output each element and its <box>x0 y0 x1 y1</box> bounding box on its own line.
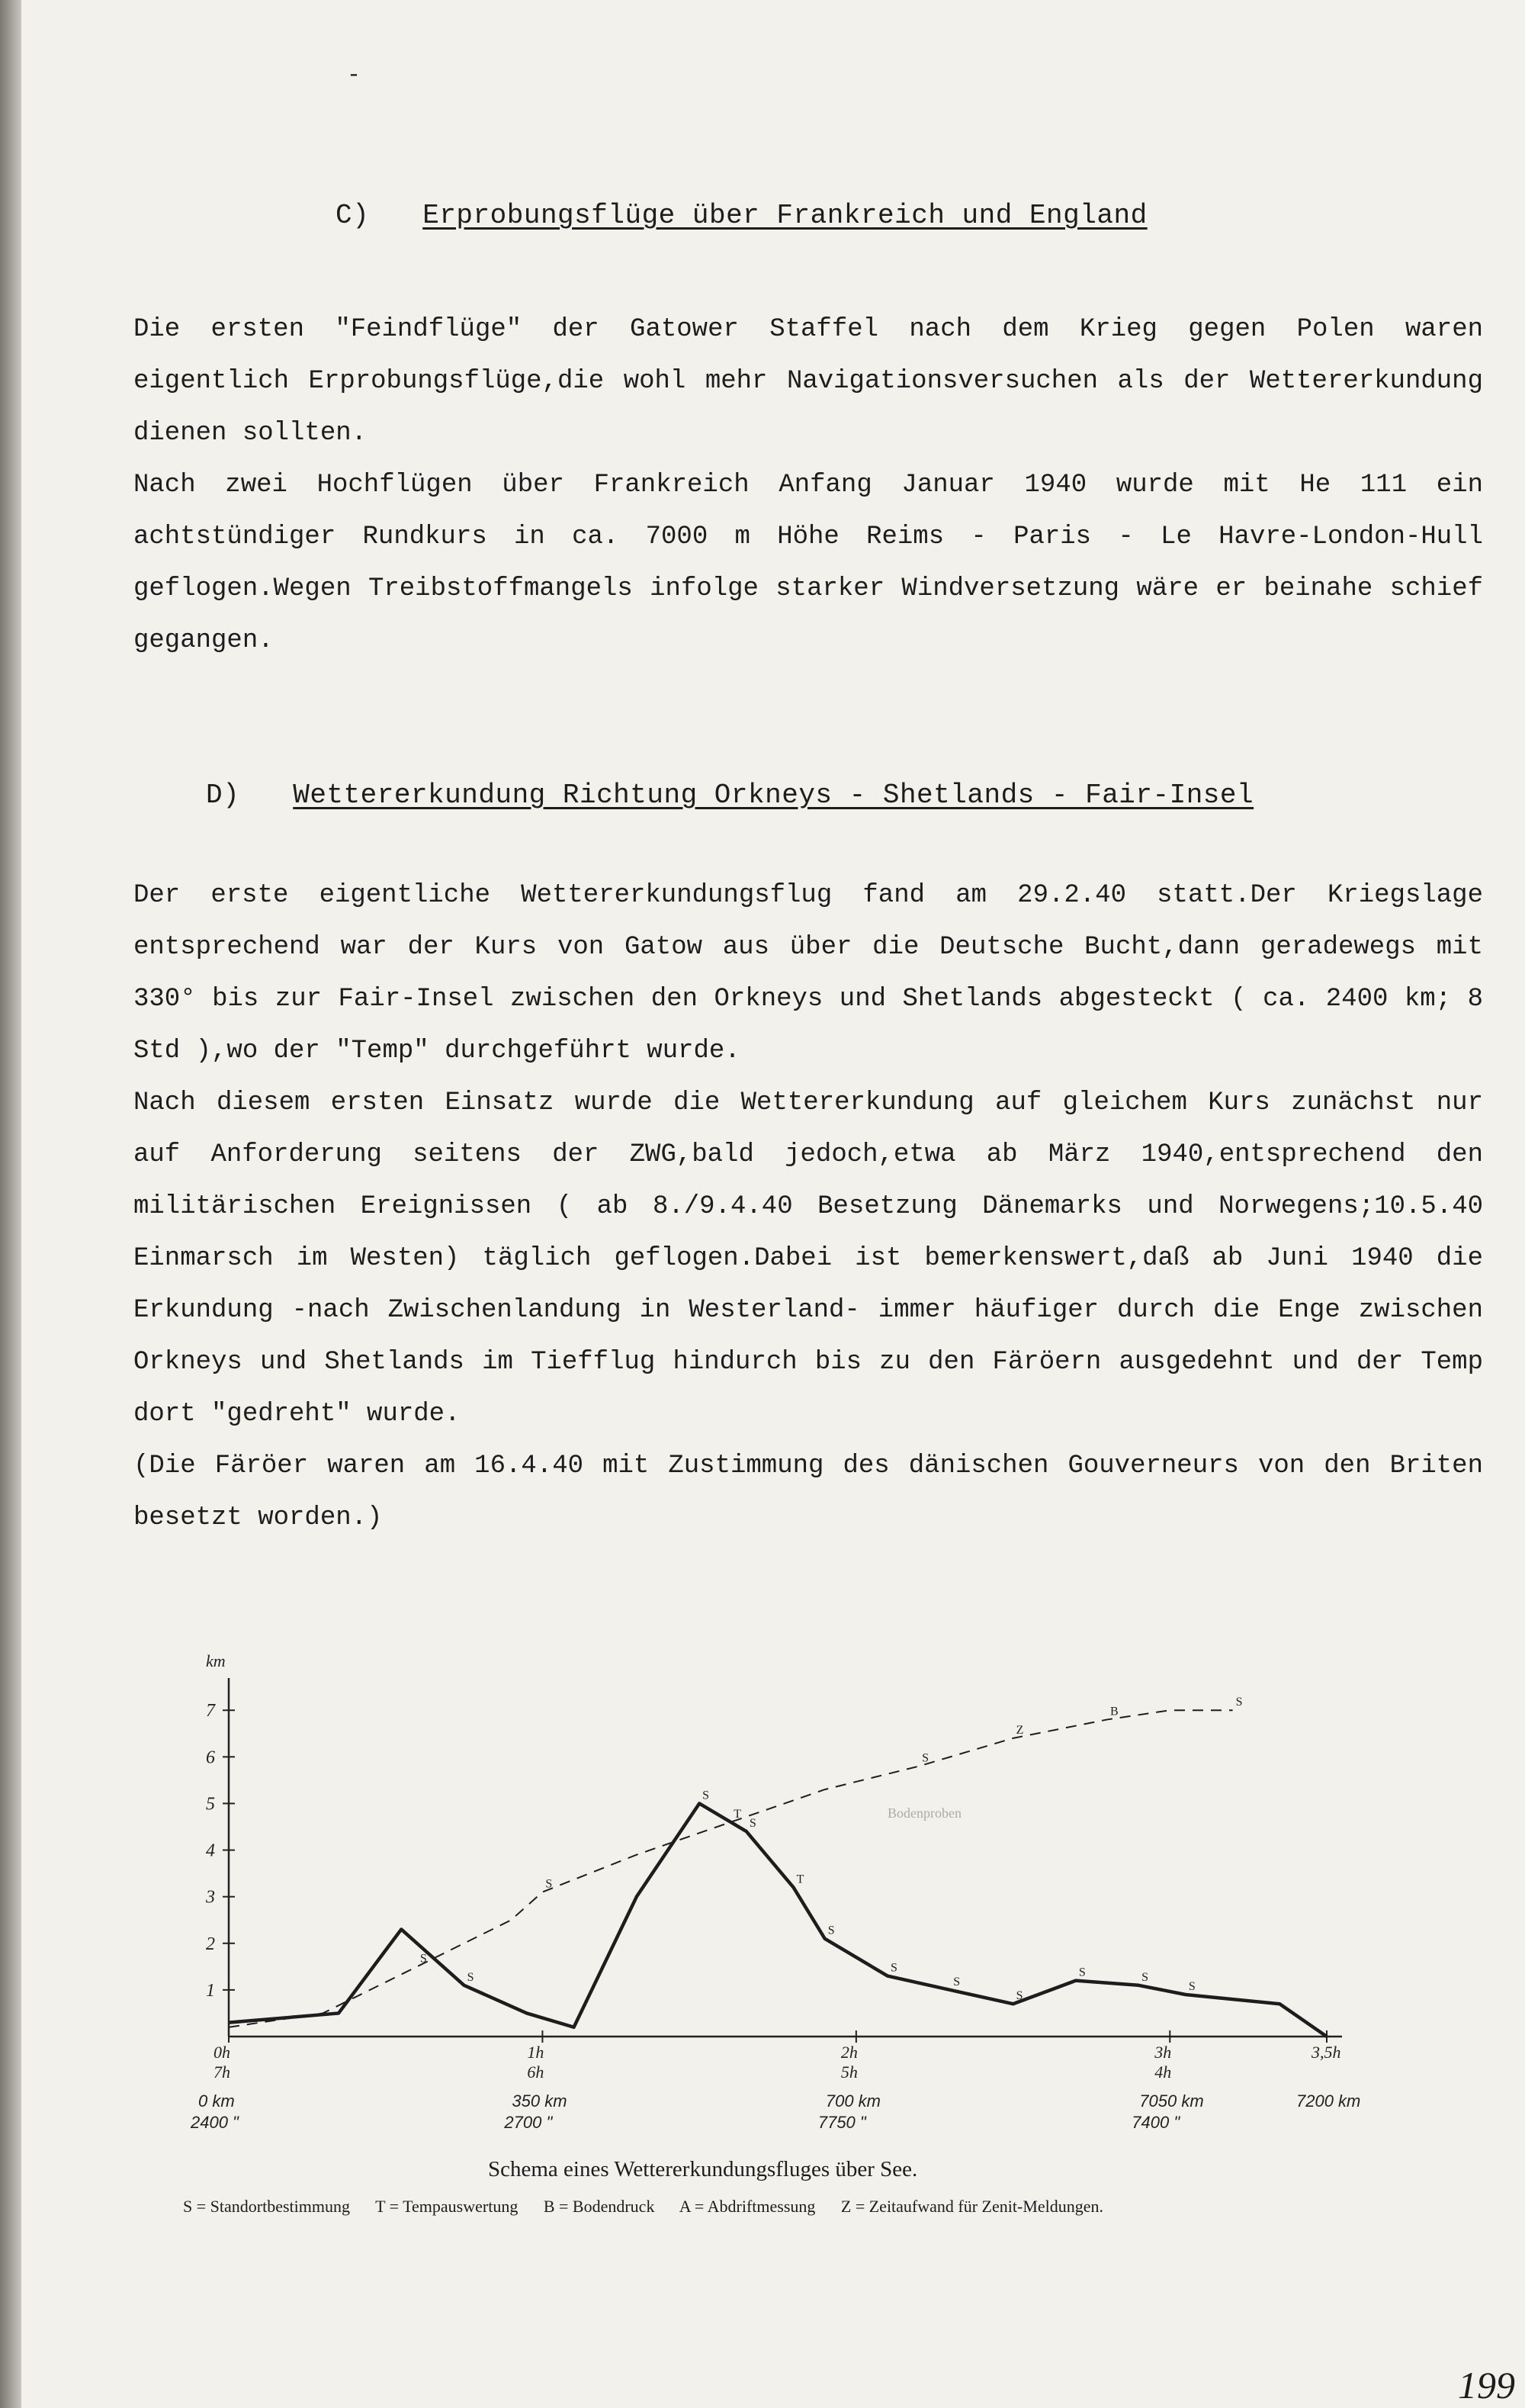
section-c-paragraph-2: Nach zwei Hochflügen über Frankreich Anfang Januar 1940 wurde mit He 111 ein achtstündiger Rundkurs in ca. 7000 m Höhe Reims - Paris - Le Havre-London-Hull geflogen.Wegen Treibstoffmangels infolge starker Windversetzung wäre er beinahe schief gegangen. <box>133 471 1483 655</box>
section-d-heading <box>206 780 1254 811</box>
y-tick-label: 3 <box>206 1887 215 1908</box>
flight-profile-chart <box>175 1625 1365 2136</box>
book-binding <box>0 0 21 2408</box>
series-marker: S <box>1078 1966 1086 1979</box>
x-tick-time-top: 2h <box>840 2043 858 2062</box>
chart-legend <box>183 2197 1125 2217</box>
section-c-letter: C) <box>336 200 370 231</box>
x-tick-time-top: 3,5h <box>1312 2043 1341 2062</box>
y-axis-label: km <box>206 1651 226 1670</box>
page-number: 199 <box>1458 2364 1515 2406</box>
series-marker: S <box>1188 1980 1196 1993</box>
top-mark: - <box>347 63 361 88</box>
section-c-heading <box>336 200 1148 231</box>
x-tick-dist-top: 700 km <box>825 2091 881 2111</box>
series-marker: S <box>1016 1989 1023 2003</box>
series-marker: S <box>749 1817 756 1831</box>
series-marker: T <box>796 1873 804 1886</box>
section-c-paragraph-1: Die ersten "Feindflüge" der Gatower Staffel nach dem Krieg gegen Polen waren eigentlich Erprobungsflüge,die wohl mehr Navigationsversuchen als der Wettererkundung dienen sollten. <box>133 315 1483 448</box>
series-marker: S <box>953 1975 961 1988</box>
section-d-paragraph-1: Der erste eigentliche Wettererkundungsflug fand am 29.2.40 statt.Der Kriegslage entsprechend war der Kurs von Gatow aus über die Deutsche Bucht,dann geradewegs mit 330° bis zur Fair-Insel zwischen den Orkneys und Shetlands abgesteckt ( ca. 2400 km; 8 Std ),wo der "Temp" durchgeführt wurde. <box>133 881 1483 1066</box>
section-c-title: Erprobungsflüge über Frankreich und England <box>422 200 1148 231</box>
x-tick-time-top: 3h <box>1154 2043 1172 2062</box>
section-c-body <box>133 304 1483 667</box>
chart-caption: Schema eines Wettererkundungsfluges über See. <box>488 2157 918 2181</box>
series-marker: S <box>702 1789 710 1802</box>
x-tick-time-bottom: 5h <box>840 2062 858 2082</box>
legend-item-z: Z = Zeitaufwand für Zenit-Meldungen. <box>840 2197 1104 2216</box>
series-line-2 <box>229 1803 1327 2037</box>
x-tick-dist-bottom: 7750 " <box>817 2113 866 2132</box>
x-tick-dist-bottom: 2700 " <box>504 2113 553 2132</box>
series-marker: S <box>891 1961 897 1975</box>
y-tick-label: 6 <box>206 1747 215 1768</box>
series-marker: S <box>827 1924 835 1937</box>
y-tick-label: 5 <box>206 1794 215 1815</box>
legend-item-a: A = Abdriftmessung <box>679 2197 816 2216</box>
section-d-letter: D) <box>206 780 240 811</box>
x-tick-time-bottom: 6h <box>527 2062 544 2082</box>
series-marker: S <box>419 1952 427 1966</box>
x-tick-time-top: 1h <box>527 2043 544 2062</box>
x-tick-dist-bottom: 7400 " <box>1132 2113 1180 2132</box>
series-marker: S <box>1141 1970 1149 1984</box>
x-tick-time-bottom: 7h <box>214 2062 230 2082</box>
y-tick-label: 2 <box>206 1934 215 1954</box>
y-tick-label: 1 <box>206 1980 215 2001</box>
section-d-paragraph-3: (Die Färöer waren am 16.4.40 mit Zustimmung des dänischen Gouverneurs von den Briten besetzt worden.) <box>133 1452 1483 1532</box>
flight-profile-svg <box>175 1625 1365 2136</box>
legend-item-t: T = Tempauswertung <box>375 2197 518 2216</box>
series-marker: S <box>922 1751 929 1765</box>
legend-item-b: B = Bodendruck <box>543 2197 655 2216</box>
x-tick-dist-top: 7200 km <box>1296 2091 1361 2111</box>
x-tick-dist-top: 7050 km <box>1139 2091 1204 2111</box>
series-marker: S <box>545 1877 553 1891</box>
x-tick-time-bottom: 4h <box>1154 2062 1172 2082</box>
section-d-body <box>133 870 1483 1544</box>
section-d-title: Wettererkundung Richtung Orkneys - Shetlands - Fair-Insel <box>293 780 1254 811</box>
series-marker: Z <box>1016 1723 1024 1737</box>
y-tick-label: 4 <box>206 1841 215 1861</box>
section-d-paragraph-2: Nach diesem ersten Einsatz wurde die Wettererkundung auf gleichem Kurs zunächst nur auf Anforderung seitens der ZWG,bald jedoch,etwa ab März 1940,entsprechend den militärischen Ereignissen ( ab 8./9.4.40 Besetzung Dänemarks und Norwegens;10.5.40 Einmarsch im Westen) täglich geflogen.Dabei ist bemerkenswert,daß ab Juni 1940 die Erkundung -nach Zwischenlandung in Westerland- immer häufiger durch die Enge zwischen Orkneys und Shetlands im Tiefflug hindurch bis zu den Färöern ausgedehnt und der Temp dort "gedreht" wurde. <box>133 1088 1483 1429</box>
series-marker: S <box>467 1970 474 1984</box>
y-tick-label: 7 <box>206 1701 215 1722</box>
x-tick-dist-top: 0 km <box>198 2091 235 2111</box>
x-tick-dist-bottom: 2400 " <box>191 2113 239 2132</box>
legend-item-s: S = Standortbestimmung <box>183 2197 350 2216</box>
x-tick-dist-top: 350 km <box>512 2091 567 2111</box>
x-tick-time-top: 0h <box>214 2043 230 2062</box>
series-marker: S <box>1235 1696 1243 1709</box>
series-marker: T <box>734 1807 742 1821</box>
chart-annotation: Bodenproben <box>888 1805 962 1821</box>
series-marker: B <box>1110 1705 1119 1718</box>
